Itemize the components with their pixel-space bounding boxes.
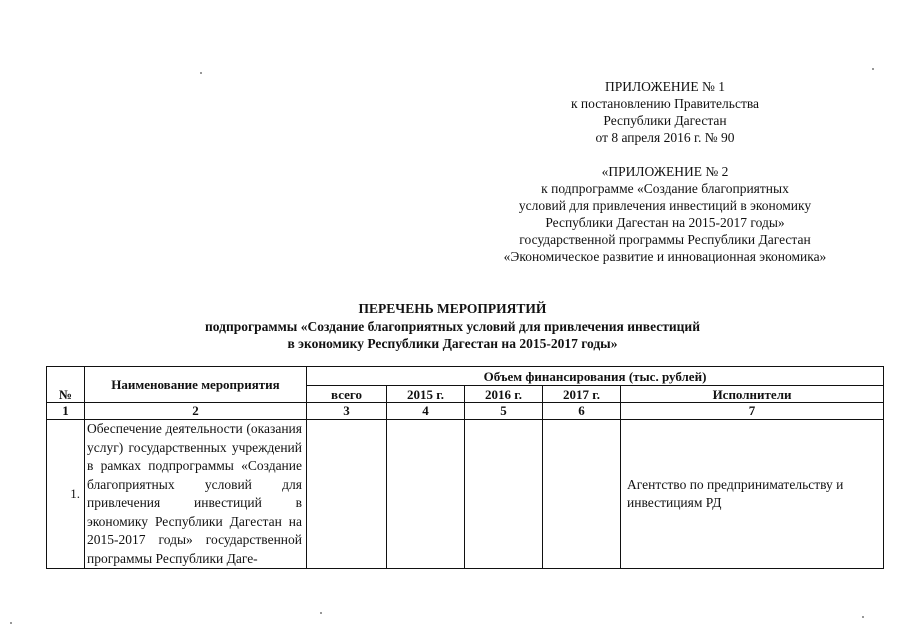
row-2015: [387, 420, 465, 569]
appendix-1-line-2: к постановлению Правительства: [570, 96, 760, 111]
header-name: Наименование мероприятия: [85, 367, 307, 403]
appendix-1-line-1: ПРИЛОЖЕНИЕ № 1: [604, 79, 726, 94]
row-measure-name: Обеспечение деятельности (оказания услуг) государственных учреждений в рамках подпрограммы «Создание благоприятных условий для привлечения инвестиций в экономику Республики Дагестан на 2015-2017 годы» государственной программы Республики Даге-: [85, 420, 307, 569]
title-line-2: подпрограммы «Создание благоприятных условий для привлечения инвестиций: [205, 318, 700, 334]
appendix-2-line-4: Республики Дагестан на 2015-2017 годы»: [545, 215, 785, 230]
column-number: 1: [47, 403, 85, 420]
header-2017: 2017 г.: [543, 386, 621, 403]
appendix-2-line-2: к подпрограмме «Создание благоприятных: [541, 181, 789, 196]
column-number-row: [47, 403, 884, 420]
appendix-2-line-6: «Экономическое развитие и инновационная экономика»: [503, 249, 827, 264]
header-2016: 2016 г.: [465, 386, 543, 403]
appendix-2-line-3: условий для привлечения инвестиций в экономику: [518, 198, 812, 213]
title-line-3: в экономику Республики Дагестан на 2015-2017 годы»: [287, 336, 618, 351]
row-total: [307, 420, 387, 569]
scan-speck: [872, 68, 874, 70]
header-2015: 2015 г.: [387, 386, 465, 403]
scan-speck: [862, 616, 864, 618]
scan-speck: [200, 72, 202, 74]
appendix-2-line-1: «ПРИЛОЖЕНИЕ № 2: [601, 164, 729, 179]
document-title: [0, 300, 905, 353]
appendix-1-block: [430, 78, 900, 146]
column-number: 5: [465, 403, 543, 420]
appendix-1-line-4: от 8 апреля 2016 г. № 90: [595, 130, 735, 145]
header-total: всего: [307, 386, 387, 403]
appendix-2-block: [430, 163, 900, 265]
row-2017: [543, 420, 621, 569]
header-executors: Исполнители: [621, 386, 884, 403]
scan-speck: [320, 612, 322, 614]
row-number: 1.: [47, 420, 85, 569]
column-number: 6: [543, 403, 621, 420]
title-line-1: ПЕРЕЧЕНЬ МЕРОПРИЯТИЙ: [358, 301, 547, 316]
column-number: 3: [307, 403, 387, 420]
header-financing: Объем финансирования (тыс. рублей): [307, 367, 884, 386]
measures-table: [46, 366, 884, 569]
column-number: 7: [621, 403, 884, 420]
row-2016: [465, 420, 543, 569]
column-number: 2: [85, 403, 307, 420]
row-executors: Агентство по предпринимательству и инвестициям РД: [621, 420, 884, 569]
appendix-2-line-5: государственной программы Республики Дагестан: [519, 232, 811, 247]
header-number: №: [47, 367, 85, 403]
column-number: 4: [387, 403, 465, 420]
table-row: [47, 420, 884, 569]
scan-speck: [10, 622, 12, 624]
appendix-1-line-3: Республики Дагестан: [603, 113, 727, 128]
